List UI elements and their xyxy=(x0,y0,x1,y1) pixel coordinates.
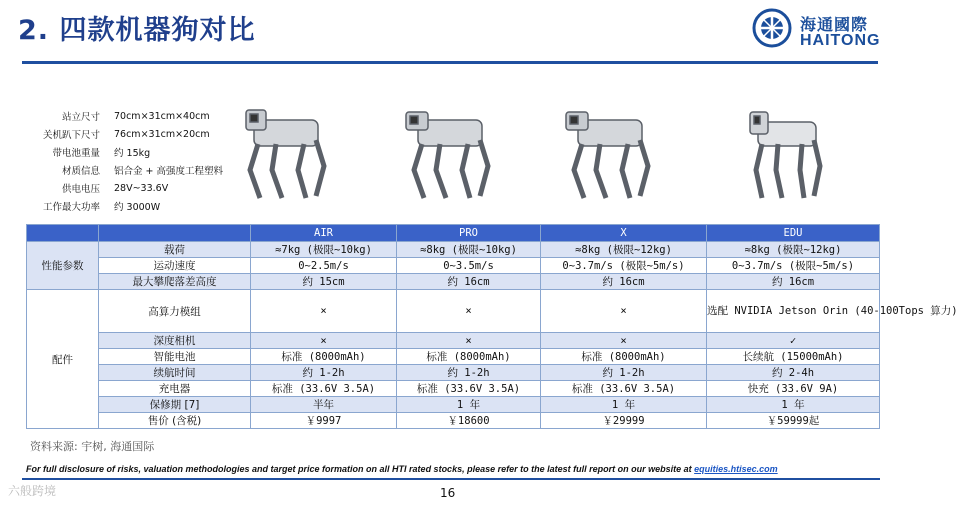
robot-dog-pro-image xyxy=(396,100,516,204)
logo-text-en: HAITONG xyxy=(800,32,881,49)
table-cell: 0~3.7m/s (极限~5m/s) xyxy=(707,258,880,274)
row-label: 载荷 xyxy=(99,242,251,258)
table-row xyxy=(27,397,880,413)
row-label: 最大攀爬落差高度 xyxy=(99,274,251,290)
model-header: X xyxy=(541,225,707,242)
table-cell: 约 15cm xyxy=(251,274,397,290)
table-header-row xyxy=(27,225,880,242)
table-cell: 约 1-2h xyxy=(251,365,397,381)
group-label-accessories: 配件 xyxy=(27,290,99,429)
spec-value: 约 3000W xyxy=(114,202,161,213)
header-empty xyxy=(27,225,99,242)
table-cell: ≈7kg (极限~10kg) xyxy=(251,242,397,258)
spec-label: 材质信息 xyxy=(61,166,100,177)
table-cell: 1 年 xyxy=(707,397,880,413)
table-cell: × xyxy=(251,333,397,349)
haitong-logo xyxy=(752,8,882,56)
table-cell: ≈8kg (极限~12kg) xyxy=(541,242,707,258)
table-row xyxy=(27,290,880,333)
model-header: EDU xyxy=(707,225,880,242)
table-cell: ￥18600 xyxy=(397,413,541,429)
table-cell: 1 年 xyxy=(397,397,541,413)
table-cell: 标准 (33.6V 3.5A) xyxy=(251,381,397,397)
spec-value: 28V~33.6V xyxy=(114,182,169,194)
table-cell: 1 年 xyxy=(541,397,707,413)
disclaimer xyxy=(26,464,778,474)
table-cell: × xyxy=(251,290,397,333)
spec-value: 76cm×31cm×20cm xyxy=(114,128,210,140)
model-header: PRO xyxy=(397,225,541,242)
table-cell: 标准 (8000mAh) xyxy=(251,349,397,365)
table-row xyxy=(27,381,880,397)
header-rule xyxy=(22,61,878,64)
haitong-logo-icon xyxy=(752,8,792,48)
spec-label: 工作最大功率 xyxy=(42,202,100,213)
table-cell: 选配 NVIDIA Jetson Orin (40-100Tops 算力) xyxy=(707,290,880,333)
table-cell: 约 1-2h xyxy=(541,365,707,381)
spec-list xyxy=(22,107,232,215)
table-cell: 半年 xyxy=(251,397,397,413)
table-cell: ≈8kg (极限~12kg) xyxy=(707,242,880,258)
table-cell: ￥59999起 xyxy=(707,413,880,429)
row-label: 售价 (含税) xyxy=(99,413,251,429)
table-cell: 标准 (8000mAh) xyxy=(541,349,707,365)
spec-row xyxy=(22,125,232,143)
row-label: 智能电池 xyxy=(99,349,251,365)
spec-label: 站立尺寸 xyxy=(61,112,100,123)
spec-label: 带电池重量 xyxy=(52,148,100,159)
table-cell: ￥9997 xyxy=(251,413,397,429)
robot-dog-x-image xyxy=(556,100,676,204)
table-row xyxy=(27,349,880,365)
page-number: 16 xyxy=(440,486,456,500)
header-empty xyxy=(99,225,251,242)
spec-value: 70cm×31cm×40cm xyxy=(114,110,210,122)
disclaimer-text: For full disclosure of risks, valuation methodologies and target price formation on all HTI rated stocks, please refer to the latest full report on our website at xyxy=(26,464,695,474)
row-label: 续航时间 xyxy=(99,365,251,381)
table-cell: ￥29999 xyxy=(541,413,707,429)
robot-dog-air-image xyxy=(232,100,352,204)
row-label: 高算力模组 xyxy=(99,290,251,333)
row-label: 保修期 [7] xyxy=(99,397,251,413)
table-cell: 0~3.7m/s (极限~5m/s) xyxy=(541,258,707,274)
table-cell: 0~3.5m/s xyxy=(397,258,541,274)
table-row xyxy=(27,333,880,349)
table-cell: 标准 (33.6V 3.5A) xyxy=(541,381,707,397)
spec-value: 约 15kg xyxy=(114,148,151,159)
robot-dog-edu-image xyxy=(732,100,852,204)
table-cell: 长续航 (15000mAh) xyxy=(707,349,880,365)
spec-row xyxy=(22,161,232,179)
model-header: AIR xyxy=(251,225,397,242)
table-cell: 约 16cm xyxy=(397,274,541,290)
table-cell: 0~2.5m/s xyxy=(251,258,397,274)
table-row xyxy=(27,413,880,429)
logo-text-cn: 海通國際 xyxy=(800,15,869,34)
spec-value: 铝合金 + 高强度工程塑料 xyxy=(114,166,223,177)
table-cell: 快充 (33.6V 9A) xyxy=(707,381,880,397)
table-cell: × xyxy=(541,333,707,349)
table-cell: × xyxy=(541,290,707,333)
spec-row xyxy=(22,143,232,161)
spec-label: 关机趴下尺寸 xyxy=(42,130,100,141)
table-row xyxy=(27,274,880,290)
watermark: 六般跨境 xyxy=(8,484,57,498)
table-cell: ≈8kg (极限~10kg) xyxy=(397,242,541,258)
table-cell: 约 1-2h xyxy=(397,365,541,381)
row-label: 深度相机 xyxy=(99,333,251,349)
table-row xyxy=(27,365,880,381)
spec-row xyxy=(22,197,232,215)
table-row xyxy=(27,242,880,258)
table-cell: 约 16cm xyxy=(707,274,880,290)
page-title: 2. 四款机器狗对比 xyxy=(18,15,256,46)
table-cell: ✓ xyxy=(707,333,880,349)
spec-row xyxy=(22,179,232,197)
table-cell: × xyxy=(397,290,541,333)
spec-row xyxy=(22,107,232,125)
table-cell: 标准 (33.6V 3.5A) xyxy=(397,381,541,397)
spec-label: 供电电压 xyxy=(61,184,100,195)
footer-rule xyxy=(22,478,880,480)
table-cell: × xyxy=(397,333,541,349)
website-link[interactable]: equities.htisec.com xyxy=(694,464,778,474)
table-cell: 标准 (8000mAh) xyxy=(397,349,541,365)
table-cell: 约 16cm xyxy=(541,274,707,290)
row-label: 运动速度 xyxy=(99,258,251,274)
row-label: 充电器 xyxy=(99,381,251,397)
group-label-performance: 性能参数 xyxy=(27,242,99,290)
comparison-table xyxy=(26,224,958,429)
table-row xyxy=(27,258,880,274)
table-cell: 约 2-4h xyxy=(707,365,880,381)
source-note: 资料来源: 宇树, 海通国际 xyxy=(30,440,155,453)
